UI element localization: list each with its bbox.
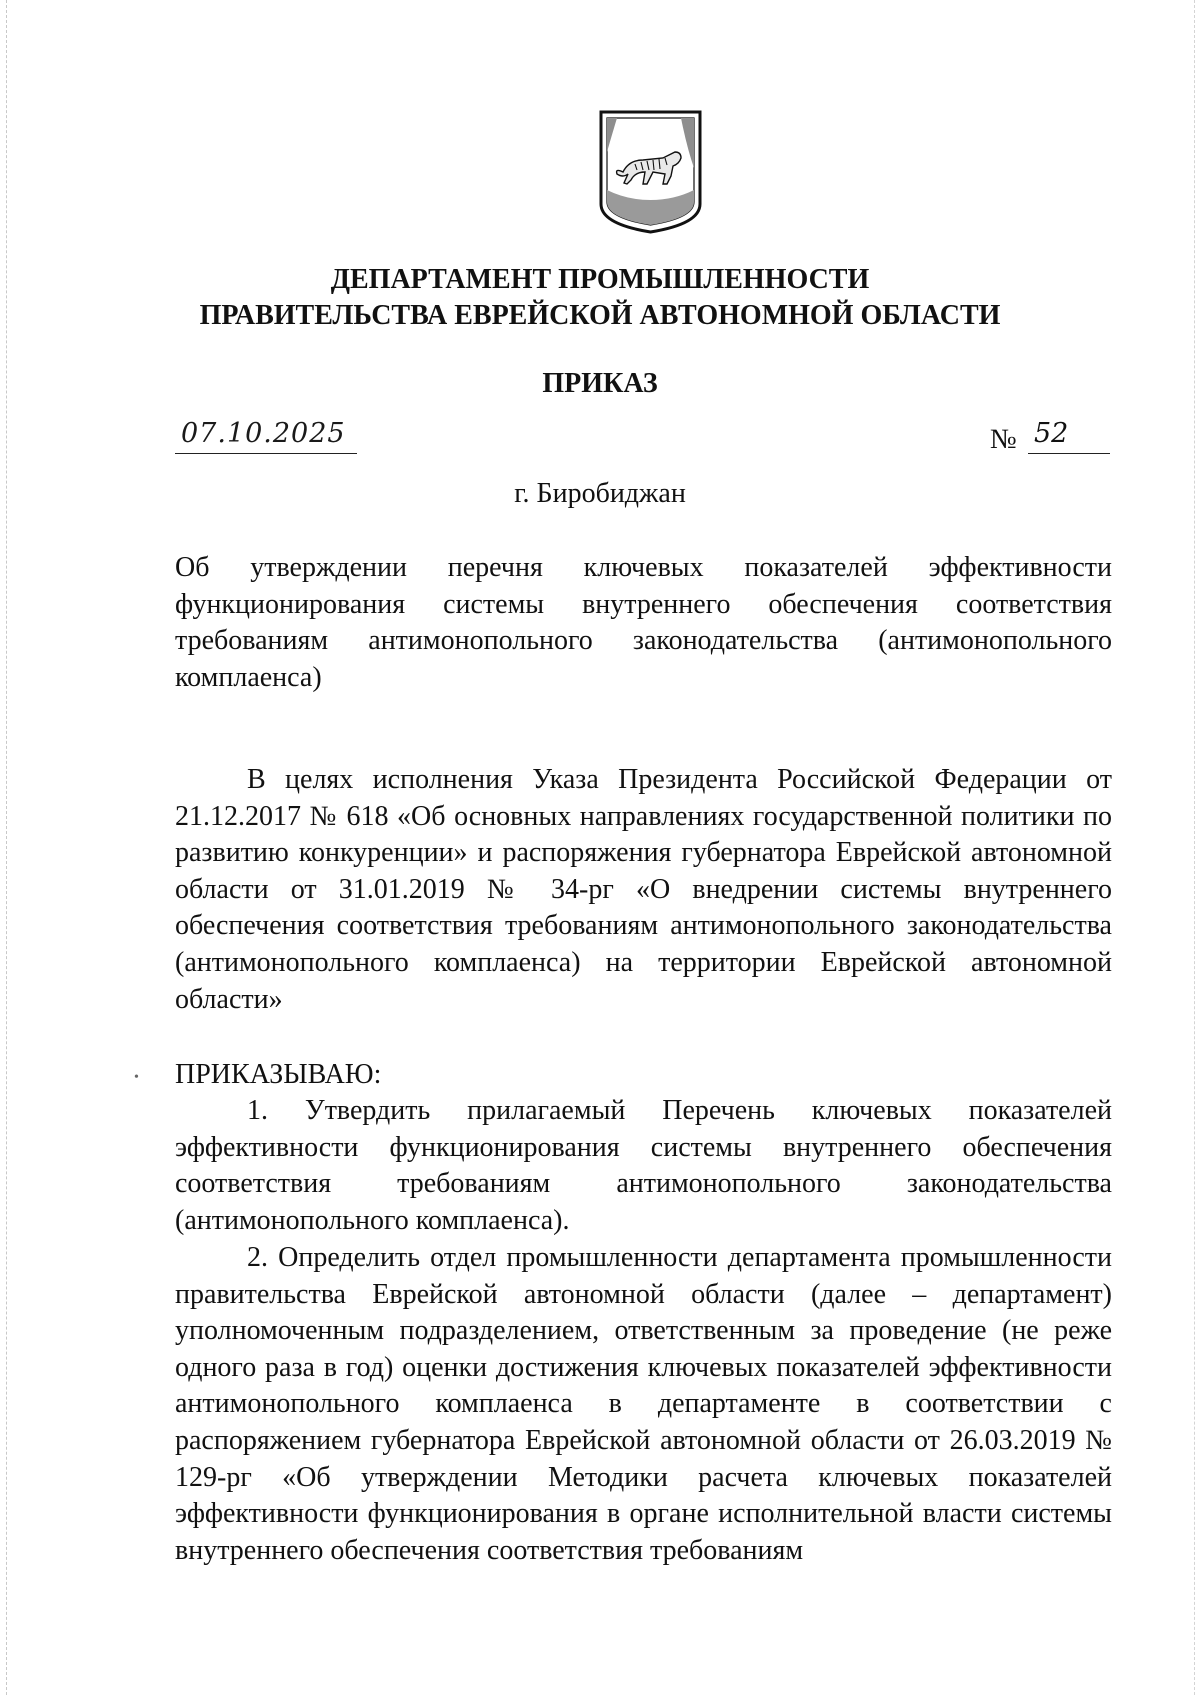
order-item-1: 1. Утвердить прилагаемый Перечень ключевых показателей эффективности функционирования системы внутреннего обеспечения соответствия требованиям антимонопольного законодательства (антимонопольного комплаенса). [175, 1095, 1112, 1236]
number-underline [1028, 453, 1110, 454]
city-name: г. Биробиджан [514, 478, 686, 509]
preamble-paragraph: В целях исполнения Указа Президента Российской Федерации от 21.12.2017 № 618 «Об основных направлениях государственной политики по развитию конкуренции» и распоряжения губернатора Еврейской автономной области от 31.01.2019 № 34-рг «О внедрении системы внутреннего обеспечения соответствия требованиям антимонопольного законодательства (антимонопольного комплаенса) на территории Еврейской автономной области» [175, 764, 1112, 1015]
number-sign: № [990, 424, 1017, 455]
handwritten-date: 07.10.2025 [181, 418, 346, 449]
department-name-line1: ДЕПАРТАМЕНТ ПРОМЫШЛЕННОСТИ [330, 264, 870, 295]
order-number-field [990, 418, 1110, 454]
scan-edge-right [1194, 0, 1195, 1695]
scan-mark: • [134, 1070, 139, 1085]
order-date-field [175, 418, 357, 454]
order-directive: ПРИКАЗЫВАЮ: [175, 1059, 382, 1090]
handwritten-number: 52 [1034, 418, 1069, 449]
coat-of-arms-icon [597, 108, 704, 236]
order-item-2: 2. Определить отдел промышленности департамента промышленности правительства Еврейской автономной области (далее – департамент) уполномоченным подразделением, ответственным за проведение (не реже одного раза в год) оценки достижения ключевых показателей эффективности антимонопольного комплаенса в департаменте в соответствии с распоряжением губернатора Еврейской автономной области от 26.03.2019 № 129-рг «Об утверждении Методики расчета ключевых показателей эффективности функционирования в органе исполнительной власти системы внутреннего обеспечения соответствия требованиям [175, 1242, 1112, 1566]
date-underline [175, 453, 357, 454]
department-name-line2: ПРАВИТЕЛЬСТВА ЕВРЕЙСКОЙ АВТОНОМНОЙ ОБЛАСТИ [199, 300, 1001, 331]
scan-edge-left [6, 0, 7, 1695]
document-type-title: ПРИКАЗ [542, 368, 658, 399]
order-subject: Об утверждении перечня ключевых показателей эффективности функционирования системы внутреннего обеспечения соответствия требованиям антимонопольного законодательства (антимонопольного комплаенса) [175, 552, 1112, 693]
